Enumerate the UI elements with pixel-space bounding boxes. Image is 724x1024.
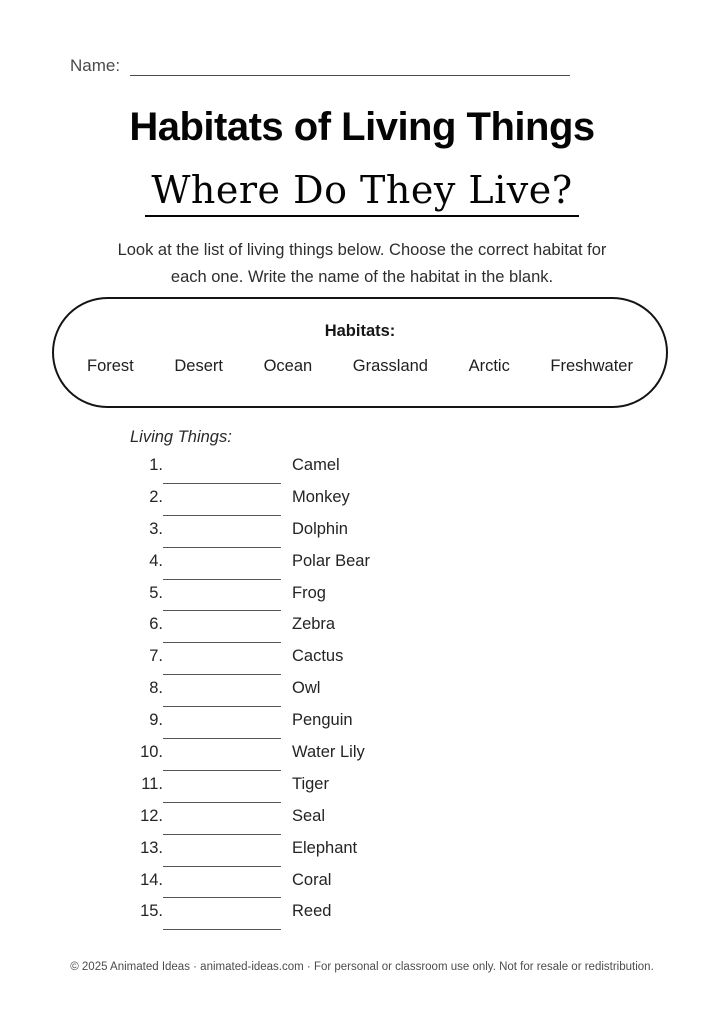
living-things-heading: Living Things:: [130, 428, 232, 446]
answer-blank[interactable]: [163, 470, 281, 484]
instructions-line-2: each one. Write the name of the habitat in the blank.: [170, 268, 554, 286]
instructions: [0, 237, 724, 291]
answer-blank[interactable]: [163, 789, 281, 803]
habitat-option: Desert: [174, 357, 223, 375]
habitat-option: Ocean: [263, 357, 313, 375]
habitat-option: Arctic: [468, 357, 510, 375]
instructions-line-1: Look at the list of living things below. Choose the correct habitat for: [117, 241, 607, 259]
list-item: [130, 902, 370, 934]
name-label: Name:: [70, 56, 121, 75]
answer-blank[interactable]: [163, 502, 281, 516]
item-number: 1.: [149, 456, 163, 474]
item-name: Water Lily: [292, 743, 365, 762]
item-name: Elephant: [292, 838, 358, 857]
habitat-option: Freshwater: [550, 357, 633, 375]
list-item: [130, 679, 370, 711]
answer-blank[interactable]: [163, 693, 281, 707]
answer-blank[interactable]: [163, 661, 281, 675]
habitats-box: [52, 297, 668, 408]
item-number: 14.: [140, 870, 163, 889]
item-number: 5.: [149, 583, 163, 602]
habitats-heading: Habitats:: [324, 322, 396, 340]
item-name: Seal: [292, 806, 326, 825]
item-name: Zebra: [292, 615, 336, 634]
answer-blank[interactable]: [163, 821, 281, 835]
item-name: Owl: [292, 679, 321, 698]
item-number: 8.: [149, 679, 163, 698]
item-number: 12.: [140, 806, 163, 825]
list-item: [130, 775, 370, 807]
answer-blank[interactable]: [163, 629, 281, 643]
item-name: Tiger: [292, 774, 329, 793]
item-number: 9.: [149, 711, 163, 730]
item-name: Cactus: [292, 647, 344, 666]
item-number: 2.: [149, 487, 163, 506]
answer-blank[interactable]: [163, 597, 281, 611]
item-number: 6.: [149, 615, 163, 634]
answer-blank[interactable]: [163, 884, 281, 898]
habitat-option: Grassland: [352, 357, 428, 375]
answer-blank[interactable]: [163, 916, 281, 930]
list-item: [130, 520, 370, 552]
page-subtitle-wrap: [0, 168, 724, 217]
footer-copyright: © 2025 Animated Ideas · animated-ideas.com · For personal or classroom use only. Not for resale or redistribution.: [70, 961, 654, 973]
item-number: 15.: [140, 902, 163, 921]
item-name: Monkey: [292, 487, 350, 506]
page-title: Habitats of Living Things: [129, 105, 595, 149]
item-number: 7.: [149, 647, 163, 666]
name-blank-line[interactable]: [130, 58, 570, 76]
list-item: [130, 456, 370, 488]
item-name: Polar Bear: [292, 551, 370, 570]
item-name: Coral: [292, 870, 332, 889]
list-item: [130, 584, 370, 616]
item-name: Camel: [292, 456, 340, 474]
item-number: 10.: [140, 743, 163, 762]
answer-blank[interactable]: [163, 534, 281, 548]
list-item: [130, 488, 370, 520]
answer-blank[interactable]: [163, 566, 281, 580]
item-name: Reed: [292, 902, 332, 921]
list-item: [130, 711, 370, 743]
list-item: [130, 871, 370, 903]
answer-blank[interactable]: [163, 853, 281, 867]
item-number: 11.: [141, 774, 163, 793]
item-name: Penguin: [292, 711, 353, 730]
list-item: [130, 743, 370, 775]
page-subtitle: Where Do They Live?: [145, 168, 578, 217]
item-name: Dolphin: [292, 519, 348, 538]
habitat-option: Forest: [87, 357, 134, 375]
item-number: 3.: [149, 519, 163, 538]
list-item: [130, 839, 370, 871]
list-item: [130, 647, 370, 679]
list-item: [130, 615, 370, 647]
item-name: Frog: [292, 583, 326, 602]
name-row: [70, 56, 570, 76]
item-number: 4.: [149, 551, 163, 570]
answer-blank[interactable]: [163, 757, 281, 771]
list-item: [130, 552, 370, 584]
habitats-options: [54, 357, 666, 376]
answer-blank[interactable]: [163, 725, 281, 739]
item-number: 13.: [140, 838, 163, 857]
list-item: [130, 807, 370, 839]
living-things-list: [130, 456, 370, 934]
